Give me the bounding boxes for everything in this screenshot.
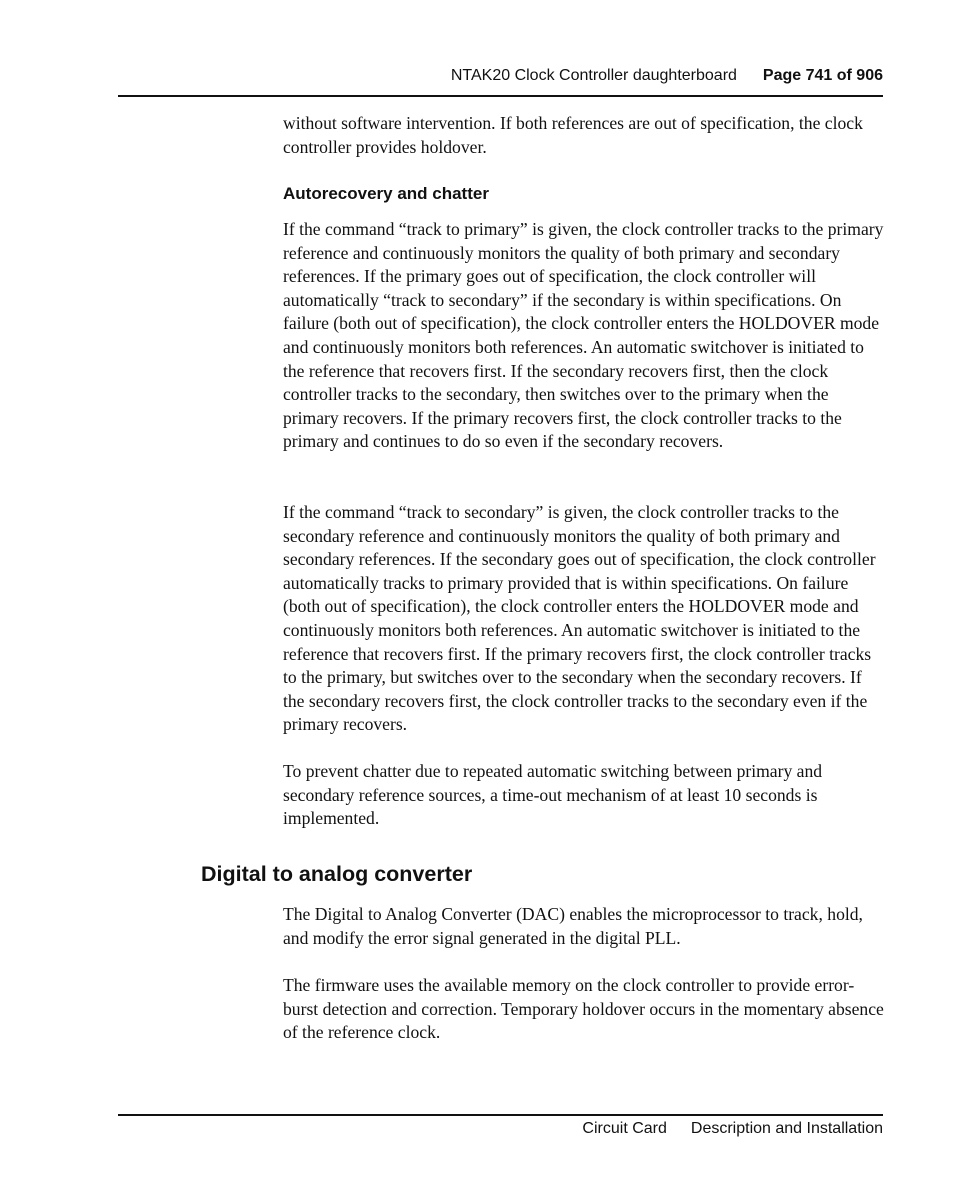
intro-paragraph: without software intervention. If both references are out of specification, the clock controller provides holdover. bbox=[283, 113, 863, 157]
paragraph-track-to-primary: If the command “track to primary” is given, the clock controller tracks to the primary reference and continuously monitors the quality of both primary and secondary references. If the primary goes out of specification, the clock controller will automatically “track to secondary” if the secondary is within specifications. On failure (both out of specification), the clock controller enters the HOLDOVER mode and continuously monitors both references. An automatic switchover is initiated to the reference that recovers first. If the secondary recovers first, then the clock controller tracks to the secondary, then switches over to the primary when the primary recovers. If the primary recovers first, the clock controller tracks to the primary and continues to do so even if the secondary recovers. bbox=[283, 219, 884, 452]
subsection-title: Autorecovery and chatter bbox=[283, 184, 489, 203]
paragraph-track-to-secondary: If the command “track to secondary” is given, the clock controller tracks to the secondary reference and continuously monitors the quality of both primary and secondary references. If the secondary goes out of specification, the clock controller automatically tracks to primary provided that is within specifications. On failure (both out of specification), the clock controller enters the HOLDOVER mode and continuously monitors both references. An automatic switchover is initiated to the reference that recovers first. If the primary recovers first, the clock controller tracks to the primary, but switches over to the secondary when the secondary recovers. If the secondary recovers first, the clock controller tracks to the secondary even if the primary recovers. bbox=[283, 502, 876, 735]
footer-left: Circuit Card bbox=[582, 1120, 667, 1137]
page-number: Page 741 of 906 bbox=[762, 67, 883, 84]
paragraph-chatter: To prevent chatter due to repeated automatic switching between primary and secondary reference sources, a time-out mechanism of at least 10 seconds is implemented. bbox=[283, 761, 823, 829]
footer-right: Description and Installation bbox=[690, 1120, 883, 1137]
footer-divider bbox=[118, 1114, 883, 1116]
page-footer bbox=[118, 1117, 883, 1141]
paragraph-dac: The Digital to Analog Converter (DAC) enables the microprocessor to track, hold, and modify the error signal generated in the digital PLL. bbox=[283, 904, 863, 948]
header-divider bbox=[118, 95, 883, 97]
document-title: NTAK20 Clock Controller daughterboard bbox=[450, 67, 737, 84]
page-header bbox=[118, 64, 883, 88]
section-title: Digital to analog converter bbox=[201, 862, 473, 886]
paragraph-firmware: The firmware uses the available memory on the clock controller to provide error-burst detection and correction. Temporary holdover occurs in the momentary absence of the reference clock. bbox=[283, 975, 884, 1043]
